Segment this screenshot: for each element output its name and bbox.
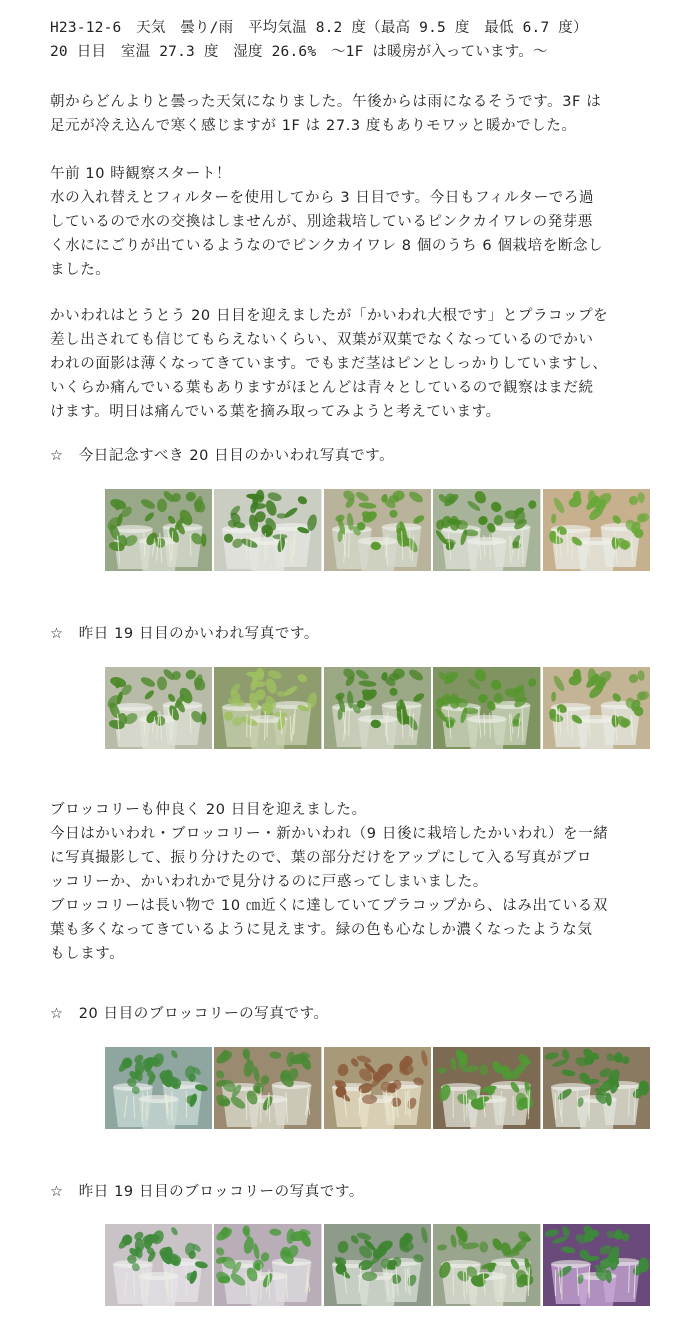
sprout-photo [324,667,431,749]
observation-line: 水の入れ替えとフィルターを使用してから 3 日目です。今日もフィルターでろ過 [50,190,595,206]
header-weather-line: H23-12-6 天気 曇り/雨 平均気温 8.2 度（最高 9.5 度 最低 6.7 度） [50,20,588,36]
observation-line: ました。 [50,262,111,278]
broccoli-line: に写真撮影して、振り分けたので、葉の部分だけをアップにして入る写真がブロ [50,850,593,866]
sprout-photo [324,1047,431,1129]
broccoli-line: もします。 [50,946,125,962]
kaiware-line: 差し出されても信じてもらえないくらい、双葉が双葉でなくなっているのでかい [50,332,594,348]
sprout-photo [433,1047,540,1129]
intro-line: 朝からどんよりと曇った天気になりました。午後からは雨になるそうです。3F は [50,94,602,110]
sprout-photo [324,1224,431,1306]
broccoli-line: ッコリーか、かいわれかで見分けるのに戸惑ってしまいました。 [50,874,488,890]
broccoli-line: ブロッコリーも仲良く 20 日目を迎えました。 [50,802,367,818]
photo-strip-broccoli-day20 [105,1047,650,1129]
broccoli-line: 今日はかいわれ・ブロッコリー・新かいわれ（9 日後に栽培したかいわれ）を一緒 [50,826,609,842]
sprout-photo [105,667,212,749]
broccoli-line: 葉も多くなってきているように見えます。緑の色も心なしか濃くなったような気 [50,922,593,938]
caption-broccoli-day20: ☆ 20 日目のブロッコリーの写真です。 [50,1006,329,1022]
observation-line: く水ににごりが出ているようなのでピンクカイワレ 8 個のうち 6 個栽培を断念し [50,238,604,254]
sprout-photo [214,1224,321,1306]
sprout-photo [214,1047,321,1129]
observation-line: 午前 10 時観察スタート！ [50,166,232,182]
sprout-photo [433,1224,540,1306]
header-room-line: 20 日目 室温 27.3 度 湿度 26.6% ～1F は暖房が入っています。～ [50,44,548,60]
caption-kaiware-day20: ☆ 今日記念すべき 20 日目のかいわれ写真です。 [50,448,395,464]
sprout-photo [105,489,212,571]
photo-strip-broccoli-day19 [105,1224,650,1306]
sprout-photo [105,1047,212,1129]
caption-broccoli-day19: ☆ 昨日 19 日目のブロッコリーの写真です。 [50,1184,365,1200]
sprout-photo [324,489,431,571]
sprout-photo [543,1047,650,1129]
kaiware-line: けます。明日は痛んでいる葉を摘み取ってみようと考えています。 [50,404,501,420]
caption-kaiware-day19: ☆ 昨日 19 日目のかいわれ写真です。 [50,626,320,642]
kaiware-line: われの面影は薄くなってきています。でもまだ茎はピンとしっかりしていますし、 [50,356,608,372]
sprout-photo [543,489,650,571]
sprout-photo [543,667,650,749]
sprout-photo [433,489,540,571]
kaiware-line: かいわれはとうとう 20 日目を迎えましたが「かいわれ大根です」とプラコップを [50,308,609,324]
sprout-photo [433,667,540,749]
photo-strip-kaiware-day19 [105,667,650,749]
sprout-photo [214,667,321,749]
sprout-photo [214,489,321,571]
observation-line: しているので水の交換はしませんが、別途栽培しているピンクカイワレの発芽悪 [50,214,593,230]
kaiware-line: いくらか痛んでいる葉もありますがほとんどは青々としているので観察はまだ続 [50,380,594,396]
photo-strip-kaiware-day20 [105,489,650,571]
intro-line: 足元が冷え込んで寒く感じますが 1F は 27.3 度もありモワッと暖かでした。 [50,118,577,134]
sprout-photo [543,1224,650,1306]
broccoli-line: ブロッコリーは長い物で 10 ㎝近くに達していてプラコップから、はみ出ている双 [50,898,608,914]
sprout-photo [105,1224,212,1306]
